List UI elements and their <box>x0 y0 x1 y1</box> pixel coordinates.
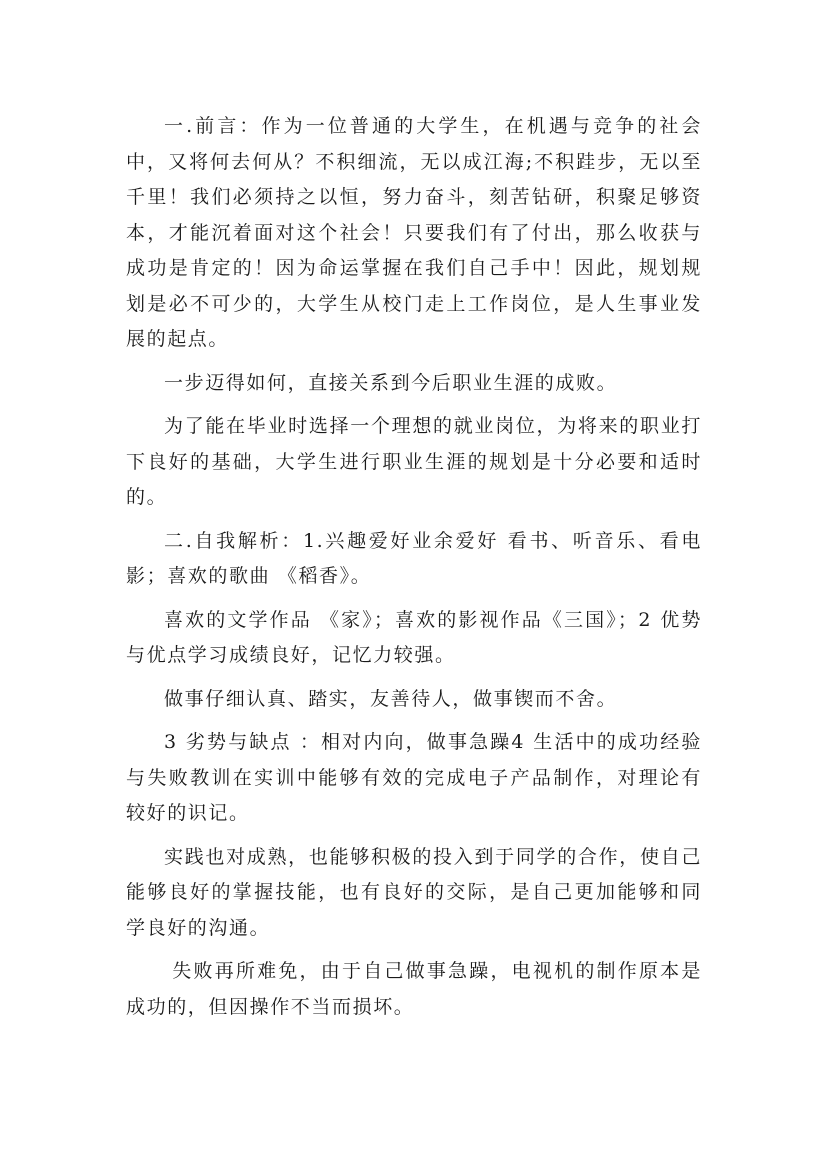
paragraph-spacer <box>126 595 702 603</box>
paragraph-failure: 失败再所难免，由于自己做事急躁，电视机的制作原本是成功的，但因操作不当而损坏。 <box>126 960 702 1018</box>
paragraph-spacer <box>126 674 702 682</box>
paragraph-preface: 一.前言：作为一位普通的大学生，在机遇与竞争的社会中，又将何去何从？不积细流，无以成江海;不积跬步，无以至千里！我们必须持之以恒，努力奋斗，刻苦钻研，积聚足够资本，才能沉着面对这个社会！只要我们有了付出，那么收获与成功是肯定的！因为命运掌握在我们自己手中！因此，规划规划是必不可少的，大学生从校门走上工作岗位，是人生事业发展的起点。 <box>126 115 702 350</box>
paragraph-spacer <box>126 832 702 840</box>
paragraph-favorite-works: 喜欢的文学作品 《家》；喜欢的影视作品《三国》；2 优势与优点学习成绩良好，记忆力较强。 <box>126 608 702 666</box>
paragraph-spacer <box>126 358 702 366</box>
paragraph-first-step: 一步迈得如何，直接关系到今后职业生涯的成败。 <box>164 371 618 394</box>
paragraph-self-analysis: 二.自我解析：1.兴趣爱好业余爱好 看书、听音乐、看电影；喜欢的歌曲 《稻香》。 <box>126 529 702 587</box>
paragraph-work-attitude: 做事仔细认真、踏实，友善待人，做事锲而不舍。 <box>164 687 618 710</box>
paragraph-spacer <box>126 401 702 409</box>
paragraph-weaknesses: 3 劣势与缺点 ：相对内向，做事急躁4 生活中的成功经验与失败教训在实训中能够有效的完成电子产品制作，对理论有较好的识记。 <box>126 731 702 824</box>
paragraph-practice: 实践也对成熟，也能够积极的投入到于同学的合作，使自己能够良好的掌握技能，也有良好的交际，是自己更加能够和同学良好的沟通。 <box>126 845 702 939</box>
document-body <box>126 109 702 1025</box>
paragraph-spacer <box>126 516 702 524</box>
paragraph-spacer <box>126 946 702 954</box>
paragraph-spacer <box>126 717 702 725</box>
paragraph-career-planning: 为了能在毕业时选择一个理想的就业岗位，为将来的职业打下良好的基础，大学生进行职业生涯的规划是十分必要和适时的。 <box>126 415 702 508</box>
